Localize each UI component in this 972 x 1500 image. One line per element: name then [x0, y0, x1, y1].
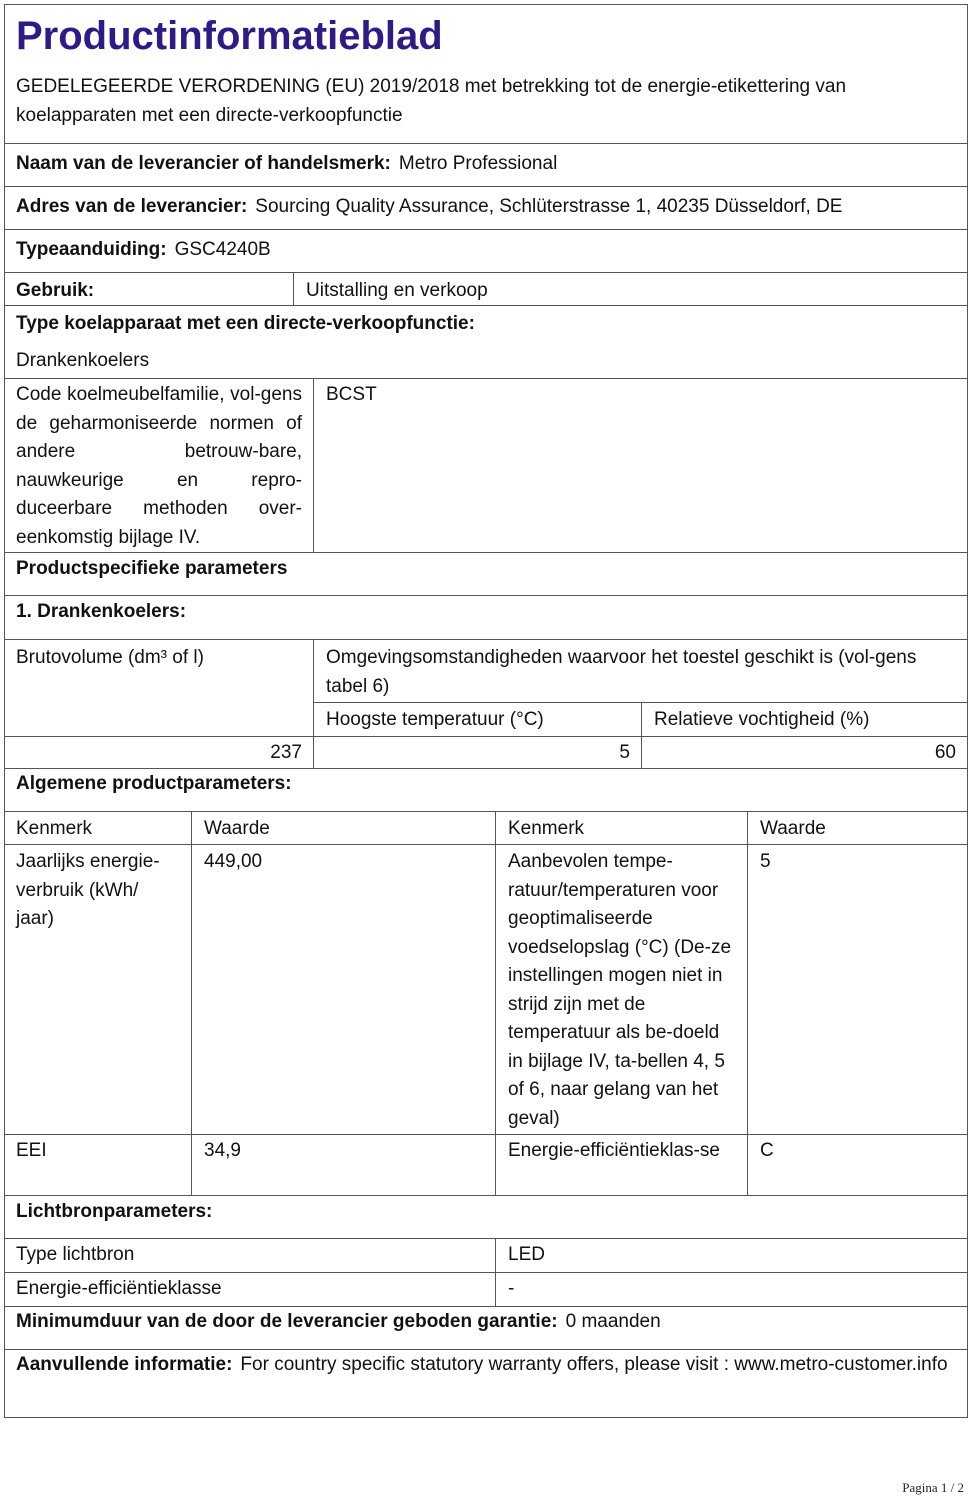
divider	[293, 273, 294, 306]
divider	[495, 812, 496, 845]
col-header-waarde-1: Waarde	[204, 818, 270, 839]
light-heading-row	[5, 1196, 967, 1239]
model-row	[5, 230, 967, 273]
family-code-row	[5, 379, 967, 553]
supplier-cell	[5, 144, 967, 179]
table-row	[5, 845, 967, 1135]
appliance-type-label: Type koelapparaat met een directe-verkoopfunctie:	[16, 313, 475, 334]
efficiency-class-label: Energie-efficiëntieklas-se	[508, 1140, 720, 1161]
gross-volume-label: Brutovolume (dm³ of l)	[16, 647, 204, 668]
ambient-label: Omgevingsomstandigheden waarvoor het toestel geschikt is (vol-gens tabel 6)	[326, 647, 917, 697]
ambient-block	[5, 640, 967, 769]
drinks-heading: 1. Drankenkoelers:	[16, 601, 187, 622]
family-code-value: BCST	[326, 384, 377, 405]
address-cell	[5, 187, 967, 222]
product-params-heading: Productspecifieke parameters	[16, 558, 288, 579]
additional-info-value: For country specific statutory warranty offers, please visit : www.metro-customer.info	[240, 1354, 948, 1375]
divider	[191, 812, 192, 845]
divider	[313, 640, 314, 769]
light-class-label: Energie-efficiëntieklasse	[16, 1278, 222, 1299]
family-code-label: Code koelmeubelfamilie, vol-gens de geharmoniseerde normen of andere betrouw-bare, nauwkeurige en repro-duceerbare methoden over-eenkomstig bijlage IV.	[16, 384, 302, 548]
recommended-temp-label: Aanbevolen tempe-ratuur/temperaturen voor geoptimaliseerde voedselopslag (°C) (De-ze instellingen mogen niet in strijd zijn met de temperatuur als be-doeld in bijlage IV, ta-bellen 4, 5 of 6, naar gelang van het geval)	[508, 851, 732, 1129]
additional-info-cell	[5, 1350, 963, 1380]
page-title: Productinformatieblad	[16, 14, 443, 58]
appliance-type-row	[5, 306, 967, 379]
humidity-value: 60	[934, 742, 956, 763]
col-header-kenmerk-2: Kenmerk	[508, 818, 585, 839]
appliance-type-value: Drankenkoelers	[16, 350, 150, 371]
address-row	[5, 187, 967, 230]
additional-info-row	[5, 1350, 967, 1418]
page-number: Pagina 1 / 2	[902, 1480, 964, 1495]
light-class-value: -	[508, 1278, 515, 1299]
col-header-waarde-2: Waarde	[760, 818, 826, 839]
light-heading: Lichtbronparameters:	[16, 1201, 213, 1222]
warranty-value: 0 maanden	[565, 1311, 661, 1332]
col-header-kenmerk-1: Kenmerk	[16, 818, 93, 839]
usage-value: Uitstalling en verkoop	[306, 280, 488, 301]
warranty-row	[5, 1307, 967, 1350]
usage-label: Gebruik:	[16, 280, 95, 301]
warranty-label: Minimumduur van de door de leverancier geboden garantie:	[16, 1311, 558, 1332]
light-type-value: LED	[508, 1244, 545, 1265]
title-block	[5, 5, 967, 144]
list-item	[5, 1239, 967, 1273]
efficiency-class-value: C	[760, 1140, 774, 1161]
address-label: Adres van de leverancier:	[16, 196, 248, 217]
model-value: GSC4240B	[174, 239, 271, 260]
eei-label: EEI	[16, 1140, 47, 1161]
eei-value: 34,9	[204, 1140, 241, 1161]
supplier-label: Naam van de leverancier of handelsmerk:	[16, 153, 391, 174]
general-heading: Algemene productparameters:	[16, 773, 292, 794]
general-heading-row	[5, 769, 967, 812]
model-label: Typeaanduiding:	[16, 239, 167, 260]
max-temp-label: Hoogste temperatuur (°C)	[326, 709, 544, 730]
annual-energy-value: 449,00	[204, 851, 263, 872]
divider	[495, 1273, 496, 1307]
list-item	[5, 1273, 967, 1307]
drinks-heading-row	[5, 596, 967, 640]
additional-info-label: Aanvullende informatie:	[16, 1354, 233, 1375]
divider	[747, 812, 748, 845]
supplier-row	[5, 144, 967, 187]
usage-row	[5, 273, 967, 306]
divider	[313, 379, 314, 553]
supplier-value: Metro Professional	[398, 153, 558, 174]
divider	[495, 845, 496, 1135]
address-value: Sourcing Quality Assurance, Schlüterstrasse 1, 40235 Düsseldorf, DE	[255, 196, 843, 217]
product-params-heading-row	[5, 553, 967, 596]
general-table-header	[5, 812, 967, 845]
light-type-label: Type lichtbron	[16, 1244, 135, 1265]
divider	[191, 1135, 192, 1196]
divider	[191, 845, 192, 1135]
max-temp-value: 5	[619, 742, 630, 763]
annual-energy-label: Jaarlijks energie-verbruik (kWh/ jaar)	[16, 851, 160, 929]
divider	[747, 845, 748, 1135]
divider	[495, 1239, 496, 1273]
humidity-label: Relatieve vochtigheid (%)	[654, 709, 870, 730]
model-cell	[5, 230, 967, 265]
warranty-cell	[5, 1307, 967, 1337]
product-information-sheet	[4, 4, 968, 1418]
recommended-temp-value: 5	[760, 851, 771, 872]
regulation-text: GEDELEGEERDE VERORDENING (EU) 2019/2018 met betrekking tot de energie-etikettering van koelapparaten met een directe-verkoopfunctie	[16, 76, 847, 126]
divider	[495, 1135, 496, 1196]
gross-volume-value: 237	[270, 742, 302, 763]
table-row	[5, 1135, 967, 1196]
divider	[747, 1135, 748, 1196]
